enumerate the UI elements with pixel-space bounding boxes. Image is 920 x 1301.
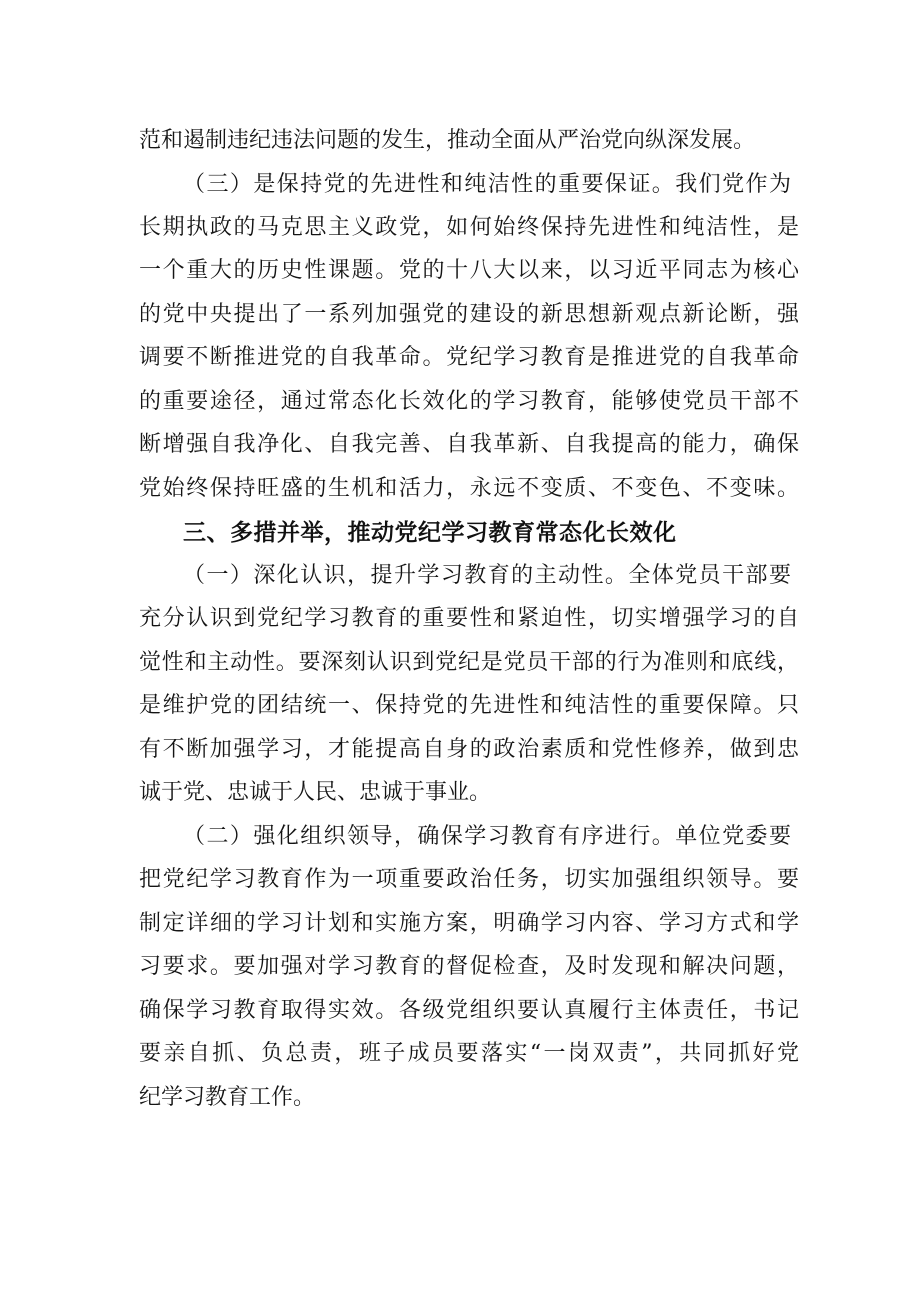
paragraph-line: 的党中央提出了一系列加强党的建设的新思想新观点新论断，强 (139, 302, 799, 327)
paragraph-line: 确保学习教育取得实效。各级党组织要认真履行主体责任，书记 (139, 998, 799, 1023)
paragraph-line: 把党纪学习教育作为一项重要政治任务，切实加强组织领导。要 (139, 867, 799, 892)
paragraph-line: 是维护党的团结统一、保持党的先进性和纯洁性的重要保障。只 (139, 693, 799, 718)
section-heading: 三、多措并举，推动党纪学习教育常态化长效化 (183, 520, 677, 546)
paragraph-line: 断增强自我净化、自我完善、自我革新、自我提高的能力，确保 (139, 432, 799, 457)
paragraph-line: 范和遏制违纪违法问题的发生，推动全面从严治党向纵深发展。 (139, 128, 756, 153)
paragraph-line: 习要求。要加强对学习教育的督促检查，及时发现和解决问题， (139, 954, 799, 979)
paragraph-line: 有不断加强学习，才能提高自身的政治素质和党性修养，做到忠 (139, 737, 799, 762)
paragraph-line: 调要不断推进党的自我革命。党纪学习教育是推进党的自我革命 (139, 345, 799, 370)
paragraph-line: 长期执政的马克思主义政党，如何始终保持先进性和纯洁性，是 (139, 215, 799, 240)
paragraph-line: 觉性和主动性。要深刻认识到党纪是党员干部的行为准则和底线， (139, 650, 799, 675)
paragraph-line: 纪学习教育工作。 (139, 1085, 316, 1110)
paragraph-line: （一）深化认识，提升学习教育的主动性。全体党员干部要 (183, 563, 791, 588)
paragraph-line: 要亲自抓、负总责，班子成员要落实“一岗双责”，共同抓好党 (139, 1041, 799, 1066)
paragraph-line: 的重要途径，通过常态化长效化的学习教育，能够使党员干部不 (139, 389, 799, 414)
paragraph-line: 充分认识到党纪学习教育的重要性和紧迫性，切实增强学习的自 (139, 606, 799, 631)
paragraph-line: 制定详细的学习计划和实施方案，明确学习内容、学习方式和学 (139, 911, 799, 936)
paragraph-line: （二）强化组织领导，确保学习教育有序进行。单位党委要 (183, 824, 791, 849)
paragraph-line: 诚于党、忠诚于人民、忠诚于事业。 (139, 780, 492, 805)
paragraph-line: （三）是保持党的先进性和纯洁性的重要保证。我们党作为 (183, 172, 791, 197)
paragraph-line: 一个重大的历史性课题。党的十八大以来，以习近平同志为核心 (139, 258, 799, 283)
paragraph-line: 党始终保持旺盛的生机和活力，永远不变质、不变色、不变味。 (139, 476, 799, 501)
